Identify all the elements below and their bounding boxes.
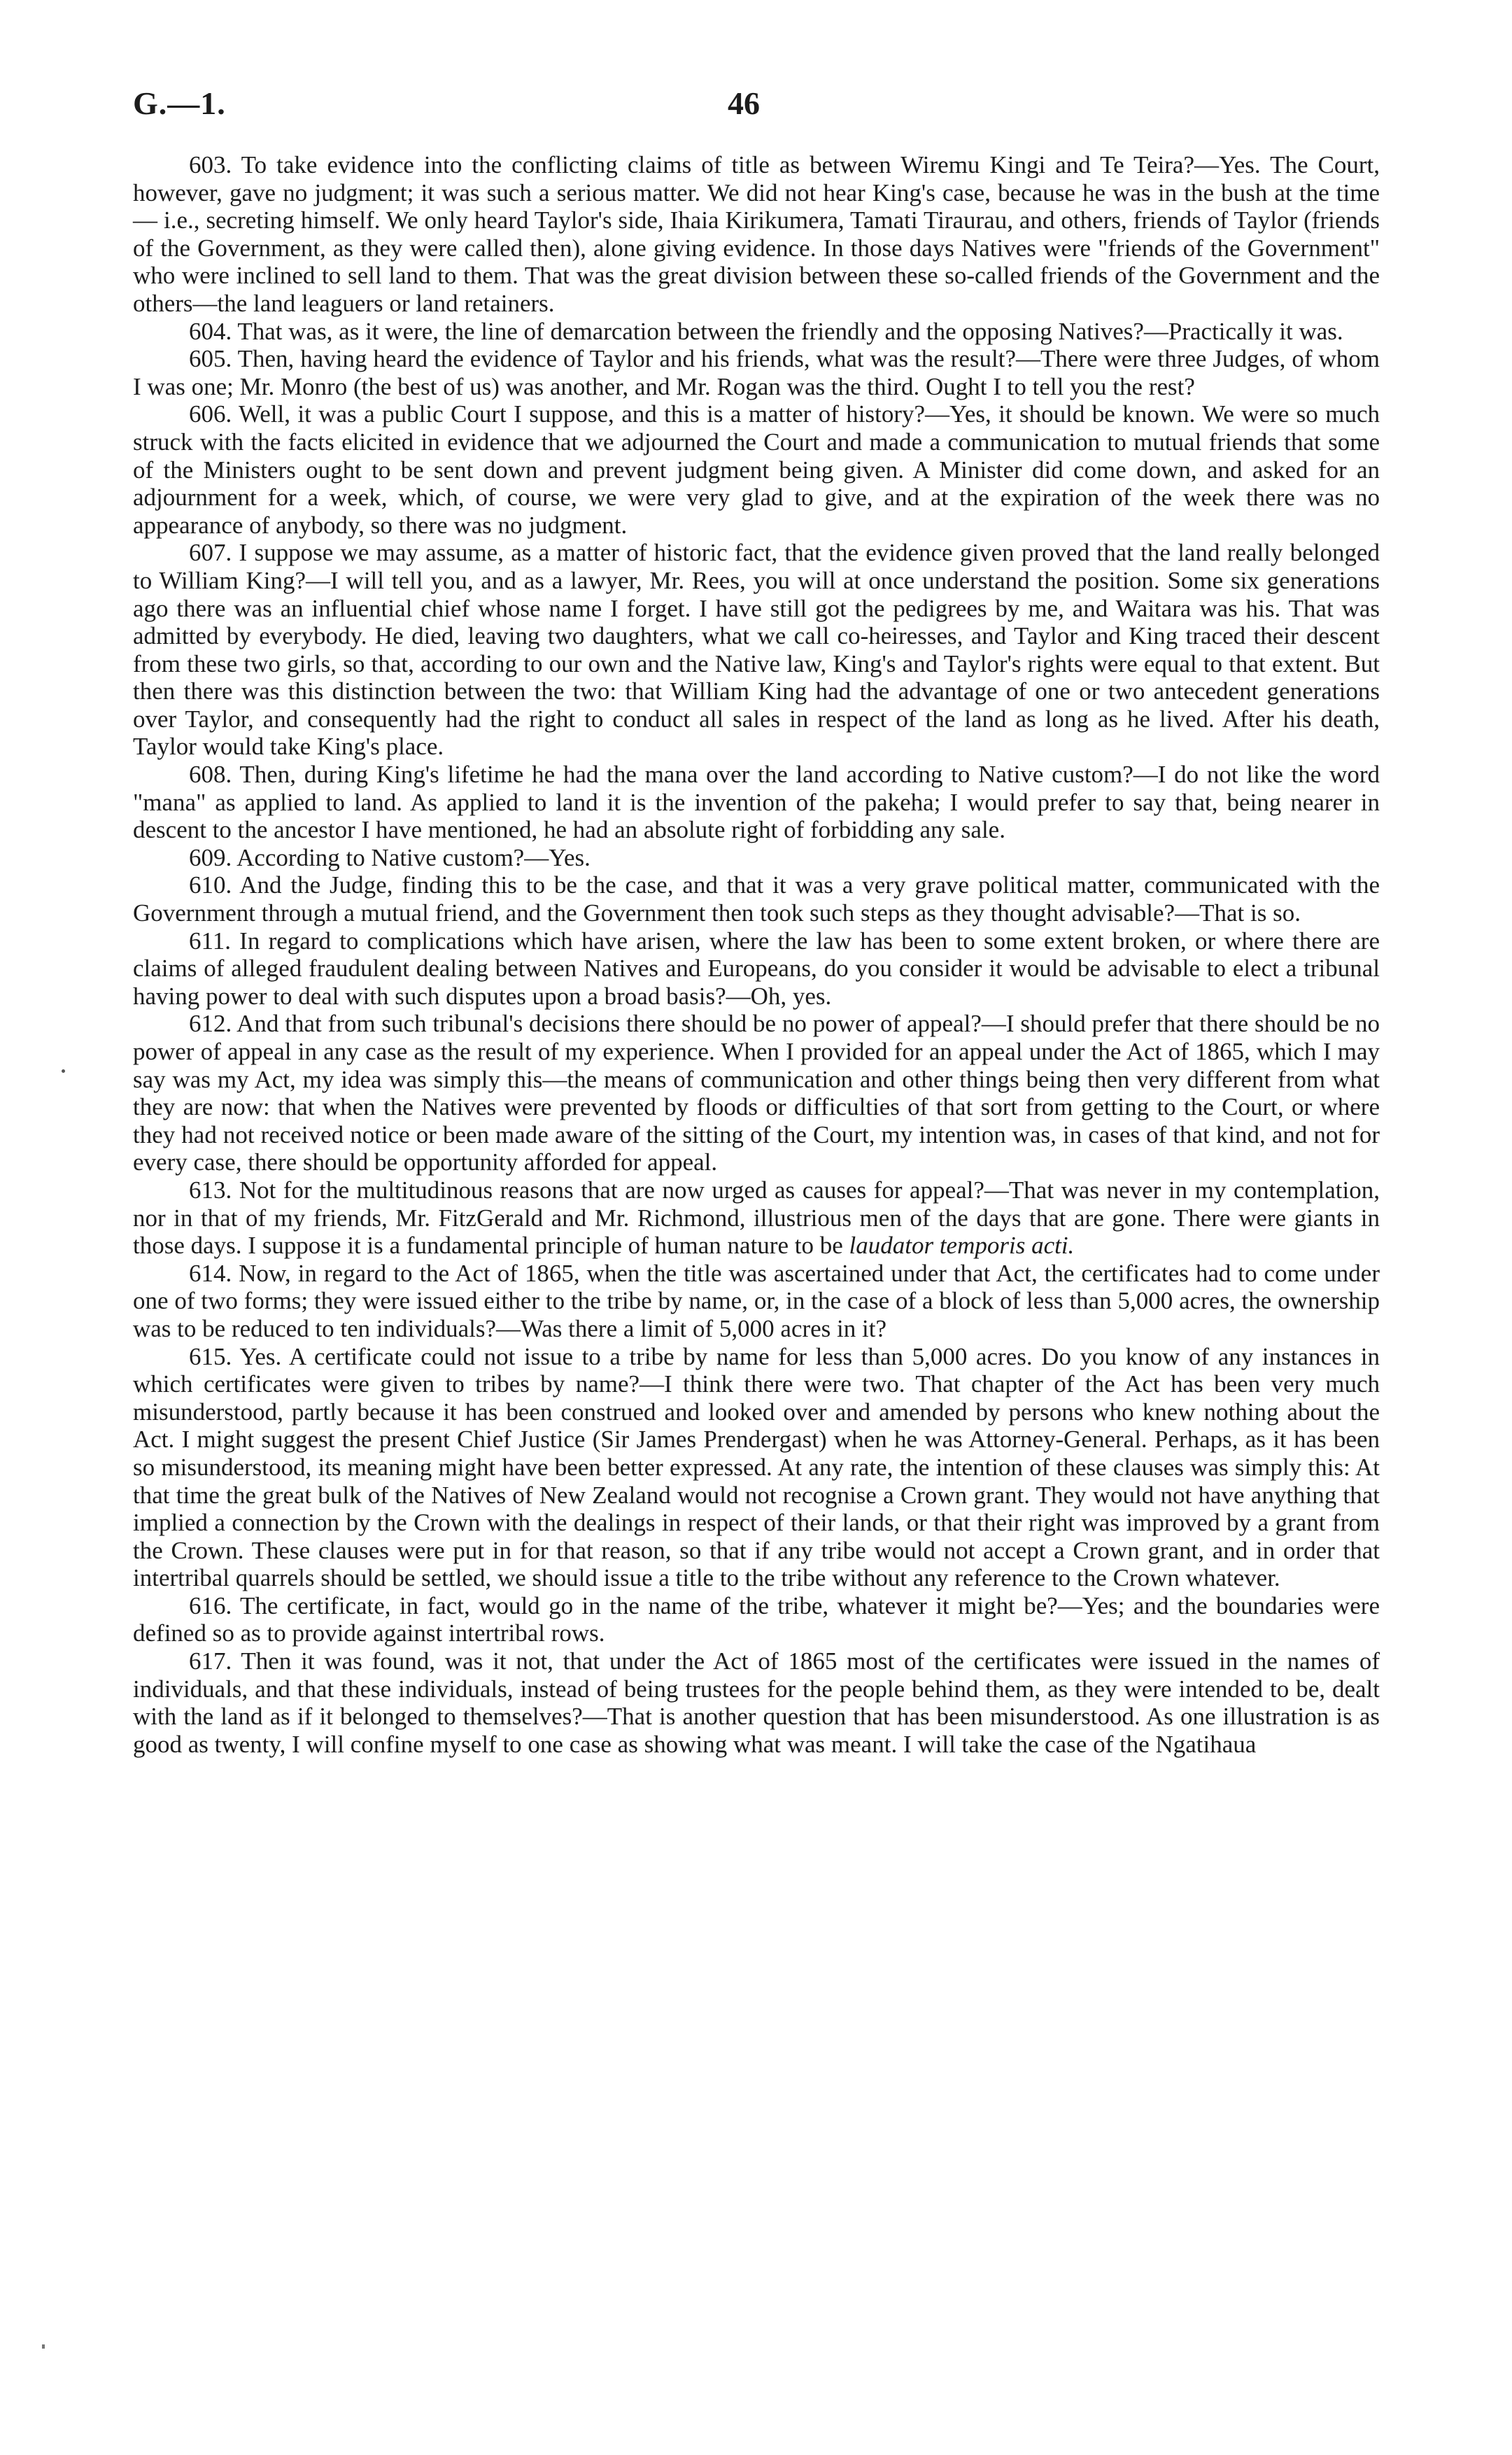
page-number: 46 (728, 85, 760, 121)
paragraph-604: 604. That was, as it were, the line of demarcation between the friendly and the opposing Natives?—Practically it was. (189, 317, 1343, 345)
paragraph-608: 608. Then, during King's lifetime he had the mana over the land according to Native custom?—I do not like the word "mana" as applied to land. As applied to land it is the invention of the pakeha; I would prefer to say that, being nearer in descent to the ancestor I have mentioned, he had an absolute right of forbidding any sale. (133, 761, 1380, 844)
paragraph-617: 617. Then it was found, was it not, that under the Act of 1865 most of the certificates were issued in the names of individuals, and that these individuals, instead of being trustees for the people behind them, as they were intended to be, dealt with the land as if it belonged to themselves?—That is another question that has been misunderstood. As one illustration is as good as twenty, I will confine myself to one case as showing what was meant. I will take the case of the Ngatihaua (133, 1647, 1380, 1758)
paragraph-603: 603. To take evidence into the conflicting claims of title as between Wiremu Kingi and Te Teira?—Yes. The Court, however, gave no judgment; it was such a serious matter. We did not hear King's case, because he was in the bush at the time— i.e., secreting himself. We only heard Taylor's side, Ihaia Kirikumera, Tamati Tiraurau, and others, friends of Taylor (friends of the Government, as they were called then), alone giving evidence. In those days Natives were "friends of the Government" who were inclined to sell land to them. That was the great division between these so-called friends of the Government and the others—the land leaguers or land retainers. (133, 151, 1380, 317)
paragraph-607: 607. I suppose we may assume, as a matter of historic fact, that the evidence given proved that the land really belonged to William King?—I will tell you, and as a lawyer, Mr. Rees, you will at once understand the position. Some six generations ago there was an influential chief whose name I forget. I have still got the pedigrees by me, and Waitara was his. That was admitted by everybody. He died, leaving two daughters, what we call co-heiresses, and Taylor and King traced their descent from these two girls, so that, according to our own and the Native law, King's and Taylor's rights were equal to that extent. But then there was this distinction between the two: that William King had the advantage of one or two antecedent generations over Taylor, and consequently had the right to conduct all sales in respect of the land as long as he lived. After his death, Taylor would take King's place. (133, 539, 1380, 761)
paragraph-611: 611. In regard to complications which have arisen, where the law has been to some extent broken, or where there are claims of alleged fraudulent dealing between Natives and Europeans, do you consider it would be advisable to elect a tribunal having power to deal with such disputes upon a broad basis?—Oh, yes. (133, 927, 1380, 1010)
paragraph-610: 610. And the Judge, finding this to be the case, and that it was a very grave political matter, communicated with the Government through a mutual friend, and the Government then took such steps as they thought advisable?—That is so. (133, 871, 1380, 927)
document-reference: G.—1. (133, 85, 226, 121)
page-header (133, 83, 1378, 132)
paragraph-605: 605. Then, having heard the evidence of Taylor and his friends, what was the result?—There were three Judges, of whom I was one; Mr. Monro (the best of us) was another, and Mr. Rogan was the third. Ought I to tell you the rest? (133, 345, 1380, 400)
document-body (133, 151, 1380, 1758)
paragraph-612: 612. And that from such tribunal's decisions there should be no power of appeal?—I should prefer that there should be no power of appeal in any case as the result of my experience. When I provided for an appeal under the Act of 1865, which I may say was my Act, my idea was simply this—the means of communication and other things being then very different from what they are now: that when the Natives were prevented by floods or difficulties of that sort from getting to the Court, or where they had not received notice or been made aware of the sitting of the Court, my intention was, in cases of that kind, and not for every case, there should be opportunity afforded for appeal. (133, 1010, 1380, 1176)
paragraph-606: 606. Well, it was a public Court I suppose, and this is a matter of history?—Yes, it should be known. We were so much struck with the facts elicited in evidence that we adjourned the Court and made a communication to mutual friends that some of the Ministers ought to be sent down and prevent judgment being given. A Minister did come down, and asked for an adjournment for a week, which, of course, we were very glad to give, and at the expiration of the week there was no appearance of anybody, so there was no judgment. (133, 400, 1380, 539)
paragraph-613 (133, 1176, 1380, 1260)
paragraph-613-text: 613. Not for the multitudinous reasons that are now urged as causes for appeal?—That was never in my contemplation, nor in that of my friends, Mr. FitzGerald and Mr. Richmond, illustrious men of the days that are gone. There were giants in those days. I suppose it is a fundamental principle of human nature to be (133, 1176, 1380, 1260)
paragraph-615: 615. Yes. A certificate could not issue to a tribe by name for less than 5,000 acres. Do you know of any instances in which certificates were given to tribes by name?—I think there were two. That chapter of the Act has been very much misunderstood, partly because it has been construed and looked over and amended by persons who knew nothing about the Act. I might suggest the present Chief Justice (Sir James Prendergast) when he was Attorney-General. Perhaps, as it has been so misunderstood, its meaning might have been better expressed. At any rate, the intention of these clauses was simply this: At that time the great bulk of the Natives of New Zealand would not recognise a Crown grant. They would not have anything that implied a connection by the Crown with the dealings in respect of their lands, or that their right was improved by a grant from the Crown. These clauses were put in for that reason, so that if any tribe would not accept a Crown grant, and in order that intertribal quarrels should be settled, we should issue a title to the tribe without any reference to the Crown whatever. (133, 1342, 1380, 1592)
paragraph-614: 614. Now, in regard to the Act of 1865, when the title was ascertained under that Act, the certificates had to come under one of two forms; they were issued either to the tribe by name, or, in the case of a block of less than 5,000 acres, the ownership was to be reduced to ten individuals?—Was there a limit of 5,000 acres in it? (133, 1259, 1380, 1342)
margin-speck (42, 2344, 45, 2349)
paragraph-613-latin-phrase: laudator temporis acti. (849, 1232, 1075, 1260)
margin-speck (62, 1069, 65, 1073)
paragraph-609: 609. According to Native custom?—Yes. (189, 843, 591, 871)
paragraph-616: 616. The certificate, in fact, would go in the name of the tribe, whatever it might be?—Yes; and the boundaries were defined so as to provide against intertribal rows. (133, 1591, 1380, 1647)
